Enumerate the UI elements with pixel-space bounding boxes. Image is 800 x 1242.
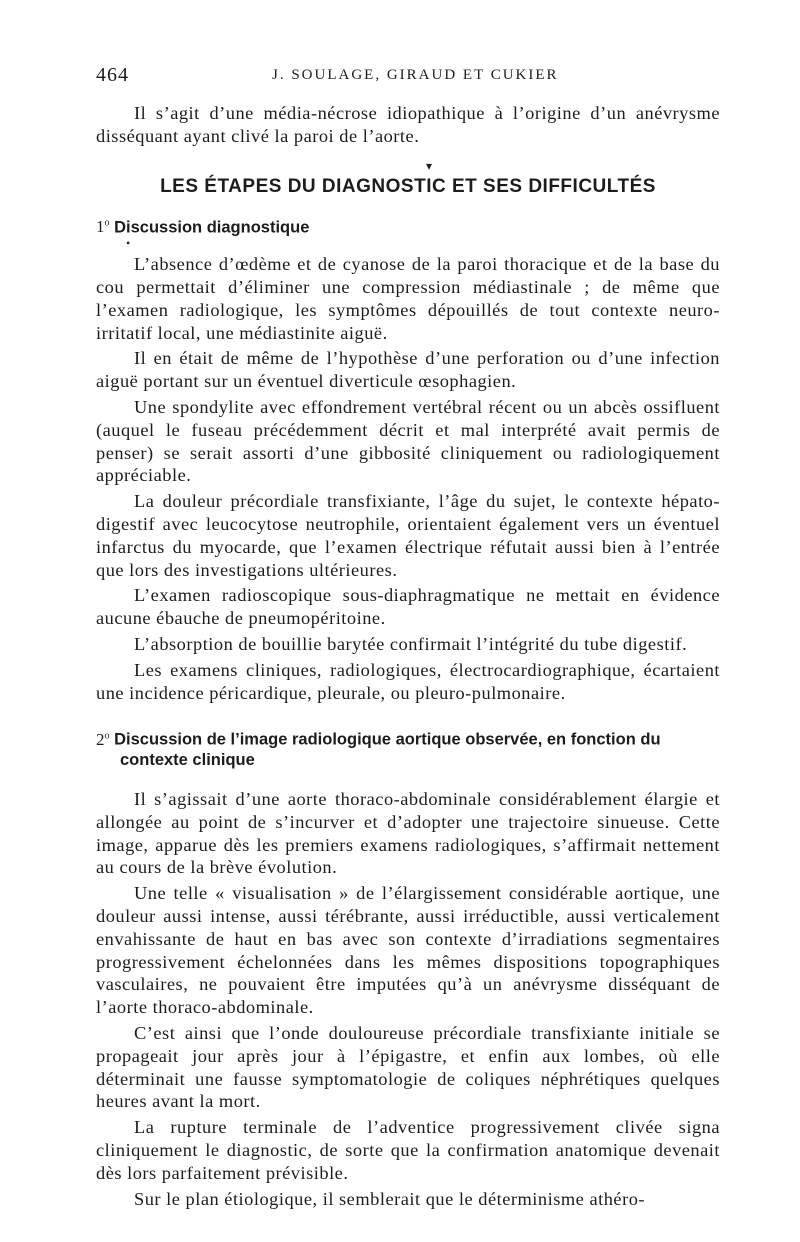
paragraph: Une spondylite avec effondrement vertébral récent ou un abcès ossifluent (auquel le fuseau précédemment décrit et mal interprété avait permis de penser) se serait assorti d’une gibbosité cliniquement ou radiologiquement appréciable. xyxy=(96,397,720,486)
page-body xyxy=(96,102,720,1210)
paragraph: La douleur précordiale transfixiante, l’âge du sujet, le contexte hépato-digestif avec leucocytose neutrophile, orientaient également vers un éventuel infarctus du myocarde, que l’examen électrique réfutait aussi bien à l’entrée que lors des investigations ultérieures. xyxy=(96,491,720,580)
paragraph: L’examen radioscopique sous-diaphragmatique ne mettait en évidence aucune ébauche de pneumopéritoine. xyxy=(96,585,720,629)
subsection-2-heading xyxy=(96,726,720,770)
section-marker-dot: ▾ xyxy=(426,158,433,173)
paragraph: Il s’agissait d’une aorte thoraco-abdominale considérablement élargie et allongée au point de s’incurver et d’adopter une trajectoire sinueuse. Cette image, apparue dès les premiers examens radiologiques, s’affirmait nettement au cours de la brève évolution. xyxy=(96,789,720,878)
subsection-1-number: 1$^o$ xyxy=(96,217,110,237)
paragraph: L’absence d’œdème et de cyanose de la paroi thoracique et de la base du cou permettait d’éliminer une compression médiastinale ; de même que l’examen radiologique, les symptômes dépouillés de tout contexte neuro-irritatif local, une médiastinite aiguë. xyxy=(96,254,720,343)
page-number: 464 xyxy=(96,64,129,86)
intro-paragraph: Il s’agit d’une média-nécrose idiopathique à l’origine d’un anévrysme disséquant ayant clivé la paroi de l’aorte. xyxy=(96,103,720,146)
paragraph: C’est ainsi que l’onde douloureuse précordiale transfixiante initiale se propageait jour après jour à l’épigastre, et enfin aux lombes, où elle déterminait une fausse symptomatologie de coliques néphrétiques quelques heures avant la mort. xyxy=(96,1023,720,1112)
paragraph: La rupture terminale de l’adventice progressivement clivée signa cliniquement le diagnostic, de sorte que la confirmation anatomique devenait dès lors parfaitement prévisible. xyxy=(96,1117,720,1183)
paragraph: Sur le plan étiologique, il semblerait que le déterminisme athéro- xyxy=(134,1188,646,1209)
paragraph: Une telle « visualisation » de l’élargissement considérable aortique, une douleur aussi intense, aussi térébrante, aussi irréductible, aussi verticalement envahissante de haut en bas avec son contexte d’irradiations segmentaires progressivement échelonnées dans les mêmes dispositions topographiques vasculaires, ne pouvaient être imputées qu’à un anévrysme disséquant de l’aorte thoraco-abdominale. xyxy=(96,883,720,1018)
section-title: LES ÉTAPES DU DIAGNOSTIC ET SES DIFFICULTÉS xyxy=(160,175,656,197)
running-title: J. SOULAGE, GIRAUD ET CUKIER xyxy=(272,67,559,83)
subsection-marker-dot: • xyxy=(126,236,131,251)
page-header xyxy=(96,64,720,88)
paragraph: Les examens cliniques, radiologiques, électrocardiographique, écartaient une incidence péricardique, pleurale, ou pleuro-pulmonaire. xyxy=(96,659,720,703)
subsection-1-heading xyxy=(96,214,720,238)
paragraph: Il en était de même de l’hypothèse d’une perforation ou d’une infection aiguë portant sur un éventuel diverticule œsophagien. xyxy=(96,348,720,392)
subsection-1-title: Discussion diagnostique xyxy=(114,218,310,237)
paragraph: L’absorption de bouillie barytée confirmait l’intégrité du tube digestif. xyxy=(134,634,688,654)
subsection-2-number: 2$^o$ xyxy=(96,730,110,750)
subsection-2-title: Discussion de l’image radiologique aortique observée, en fonction du contexte clinique xyxy=(114,731,661,770)
